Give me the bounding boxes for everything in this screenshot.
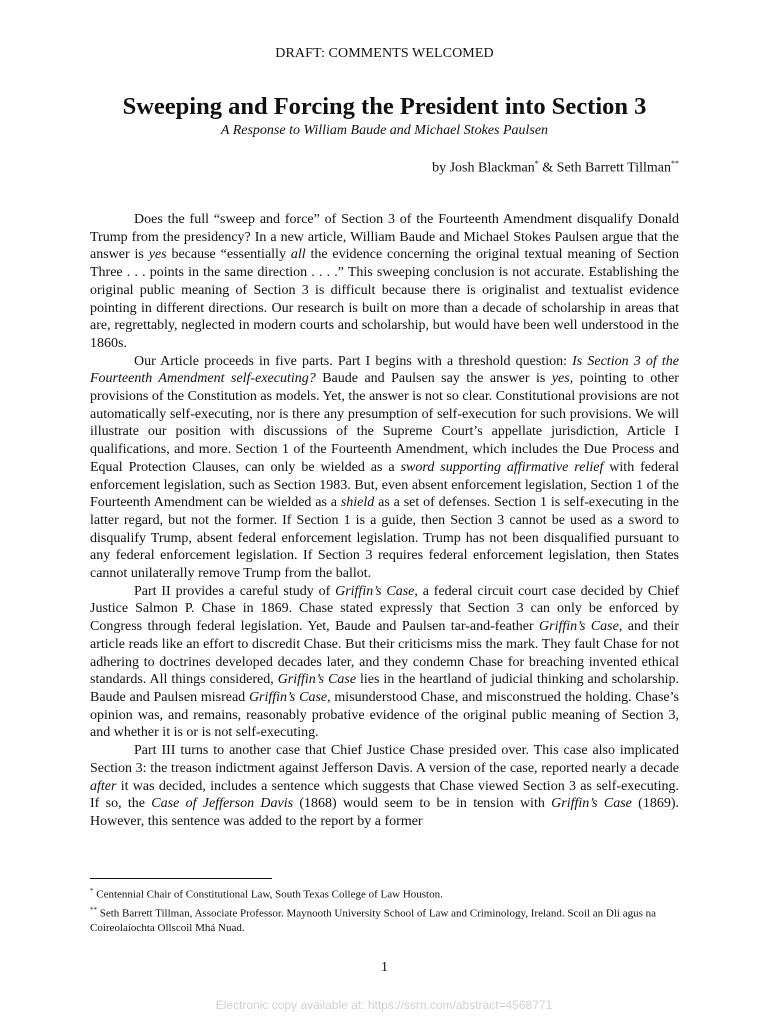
footnote-2 <box>90 903 679 937</box>
author-2-footnote-mark[interactable]: ** <box>671 159 679 168</box>
italic-text-run: Griffin’s Case <box>551 796 632 812</box>
paper-page <box>90 0 679 1024</box>
italic-text-run: Griffin’s Case <box>335 583 415 599</box>
italic-text-run: after <box>90 778 117 794</box>
footnote-1 <box>90 884 679 903</box>
italic-text-run: sword supporting affirmative relief <box>400 459 604 475</box>
text-run: (1868) would seem to be in tension with <box>293 796 552 812</box>
italic-text-run: Is Section 3 of the Fourteenth Amendment self-executing? <box>90 353 679 387</box>
text-run: Part II provides a careful study of <box>134 583 336 599</box>
footnotes <box>90 884 679 936</box>
footnote-text: Centennial Chair of Constitutional Law, South Texas College of Law Houston. <box>93 888 443 901</box>
author-2: Seth Barrett Tillman <box>556 160 671 176</box>
body-text <box>90 211 679 831</box>
italic-text-run: shield <box>340 495 375 511</box>
paper-title: Sweeping and Forcing the President into Section 3 <box>122 93 647 120</box>
footnote-mark: * <box>90 887 94 895</box>
ssrn-watermark[interactable]: Electronic copy available at: https://ssrn.com/abstract=4568771 <box>215 998 553 1012</box>
italic-text-run: yes <box>551 371 570 387</box>
text-run: , a federal circuit court case decided by Chief Justice Salmon P. Chase in 1869. Chase stated expressly that Section 3 can only be enforced by Congress through federal legislation. Yet, Baude and Paulsen tar-and-feather <box>90 583 679 635</box>
footnote-mark: ** <box>90 905 97 914</box>
italic-text-run: Griffin’s Case <box>277 672 357 688</box>
footnote-text: Seth Barrett Tillman, Associate Professor. Maynooth University School of Law and Criminology, Ireland. Scoil an Dlí agus na Coireolaíochta Ollscoil Mhá Nuad. <box>90 907 656 935</box>
byline <box>432 159 679 177</box>
text-run: lies in the heartland of judicial thinking and scholarship. Baude and Paulsen misread <box>90 672 679 705</box>
text-run: (1869). However, this sentence was added to the report by a former <box>90 796 679 829</box>
text-run: Does the full “sweep and force” of Section 3 of the Fourteenth Amendment disqualify Donald Trump from the presidency? In a new article, William Baude and Michael Stokes Paulsen argue that the answer is <box>90 212 679 263</box>
text-run: Our Article proceeds in five parts. Part I begins with a threshold question: <box>134 353 573 369</box>
italic-text-run: Case of Jefferson Davis <box>151 796 294 812</box>
text-run: Part III turns to another case that Chief Justice Chase presided over. This case also implicated Section 3: the treason indictment against Jefferson Davis. A version of the case, reported nearly a decade <box>90 743 679 776</box>
author-1: Josh Blackman <box>449 160 535 176</box>
author-1-footnote-mark[interactable]: * <box>534 159 539 168</box>
text-run: with federal enforcement legislation, such as Section 1983. But, even absent enforcement legislation, Section 1 of the Fourteenth Amendment can be wielded as a <box>90 459 680 511</box>
text-run: , pointing to other provisions of the Constitution as models. Yet, the answer is not so clear. Constitutional provisions are not automatically self-executing, nor is there any presumption of self-execution for such provisions. We will illustrate our position with discussions of the Supreme Court’s appellate jurisdiction, Article I qualifications, and more. Section 1 of the Fourteenth Amendment, which includes the Due Process and Equal Protection Clauses, can only be wielded as a <box>90 371 679 475</box>
text-run: , and their article reads like an effort to discredit Chase. But their criticisms miss the mark. They fault Chase for not adhering to doctrines developed decades later, and they condemn Chase for breaching invented ethical standards. All things considered, <box>90 619 679 688</box>
page-number: 1 <box>381 960 388 975</box>
italic-text-run: all <box>290 247 306 263</box>
footnote-divider <box>90 878 272 879</box>
byline-prefix: by <box>432 160 450 176</box>
italic-text-run: Griffin’s Case <box>248 689 328 705</box>
text-run: as a set of defenses. Section 1 is self-executing in the latter regard, but not the former. If Section 1 is a guide, then Section 3 cannot be used as a sword to disqualify Trump, absent federal enforcement legislation. Trump has not been disqualified pursuant to any federal enforcement legislation. If Section 3 requires federal enforcement legislation, then States cannot unilaterally remove Trump from the ballot. <box>90 495 679 582</box>
italic-text-run: yes <box>148 247 167 263</box>
byline-joiner: & <box>538 160 557 176</box>
italic-text-run: Griffin’s Case <box>539 619 619 635</box>
text-run: because “essentially <box>166 247 291 263</box>
paragraph <box>90 742 679 831</box>
text-run: , misunderstood Chase, and misconstrued the holding. Chase’s opinion was, and remains, reasonably probative evidence of the original public meaning of Section 3, and whether it is or is not self-executing. <box>90 689 679 741</box>
paper-subtitle: A Response to William Baude and Michael Stokes Paulsen <box>220 123 549 138</box>
text-run: Baude and Paulsen say the answer is <box>315 371 552 387</box>
text-run: it was decided, includes a sentence which suggests that Chase viewed Section 3 as self-executing. If so, the <box>90 778 679 812</box>
paragraph <box>90 211 679 353</box>
paragraph <box>90 353 679 583</box>
text-run: the evidence concerning the original textual meaning of Section Three . . . points in the same direction . . . .” This sweeping conclusion is not accurate. Establishing the original public meaning of Section 3 is difficult because there is originalist and textualist evidence pointing in different directions. Our research is built on more than a decade of scholarship in areas that are, regrettably, neglected in modern courts and scholarship, but would have been well understood in the 1860s. <box>90 247 679 351</box>
paragraph <box>90 583 679 742</box>
draft-header: DRAFT: COMMENTS WELCOMED <box>275 46 494 61</box>
